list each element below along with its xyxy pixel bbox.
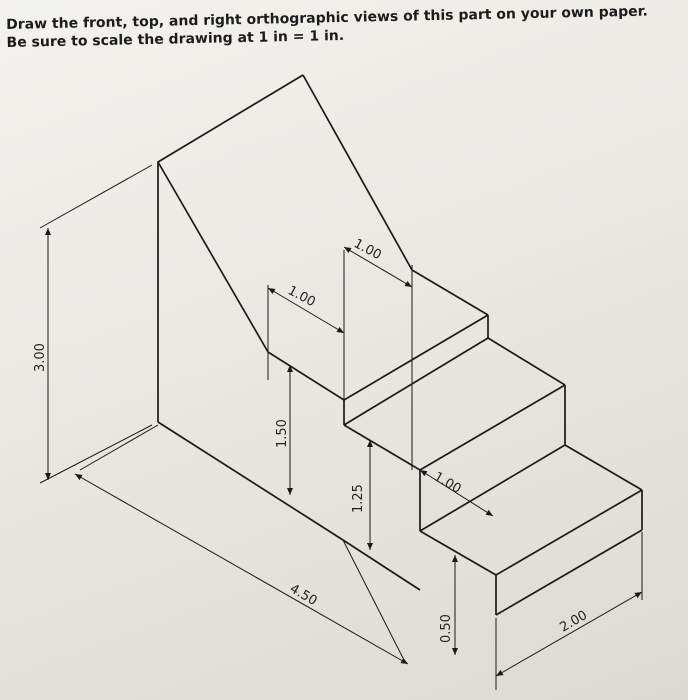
dim-overall-height: 3.00	[33, 343, 48, 372]
instruction-line-1: Draw the front, top, and right orthographic views of this part on your own paper.	[6, 3, 649, 33]
dim-line-width	[496, 592, 642, 676]
dim-lower-step-depth: 1.00	[431, 469, 464, 497]
dim-mid-step-height: 1.25	[351, 484, 366, 513]
low-step-right	[496, 490, 642, 575]
dim-top-step-depth: 1.00	[285, 283, 318, 311]
top-step-right	[344, 315, 488, 400]
mid-step-back	[488, 338, 565, 385]
dim-upper-depth: 1.00	[351, 236, 384, 264]
dim-low-step-height: 0.50	[439, 614, 454, 643]
base-bottom-left	[343, 540, 420, 590]
slope-left-edge	[158, 162, 268, 352]
left-face-edge	[158, 75, 303, 422]
dim-width: 2.00	[557, 607, 591, 636]
mid-step-front	[344, 425, 420, 470]
bottom-left-edge	[158, 422, 343, 540]
dim-top-step-height: 1.50	[275, 419, 290, 448]
dim-overall-length: 4.50	[287, 581, 320, 609]
part-outline	[158, 75, 642, 615]
low-step-front	[420, 531, 496, 575]
dimension-labels	[33, 236, 590, 643]
instruction-line-2: Be sure to scale the drawing at 1 in = 1 in.	[6, 27, 345, 51]
riser1-bottom	[344, 338, 488, 425]
top-step-back	[412, 270, 488, 315]
low-step-back	[565, 445, 642, 490]
extension-lines	[40, 165, 642, 690]
top-step-front	[268, 352, 344, 400]
base-bottom-right	[496, 530, 642, 615]
